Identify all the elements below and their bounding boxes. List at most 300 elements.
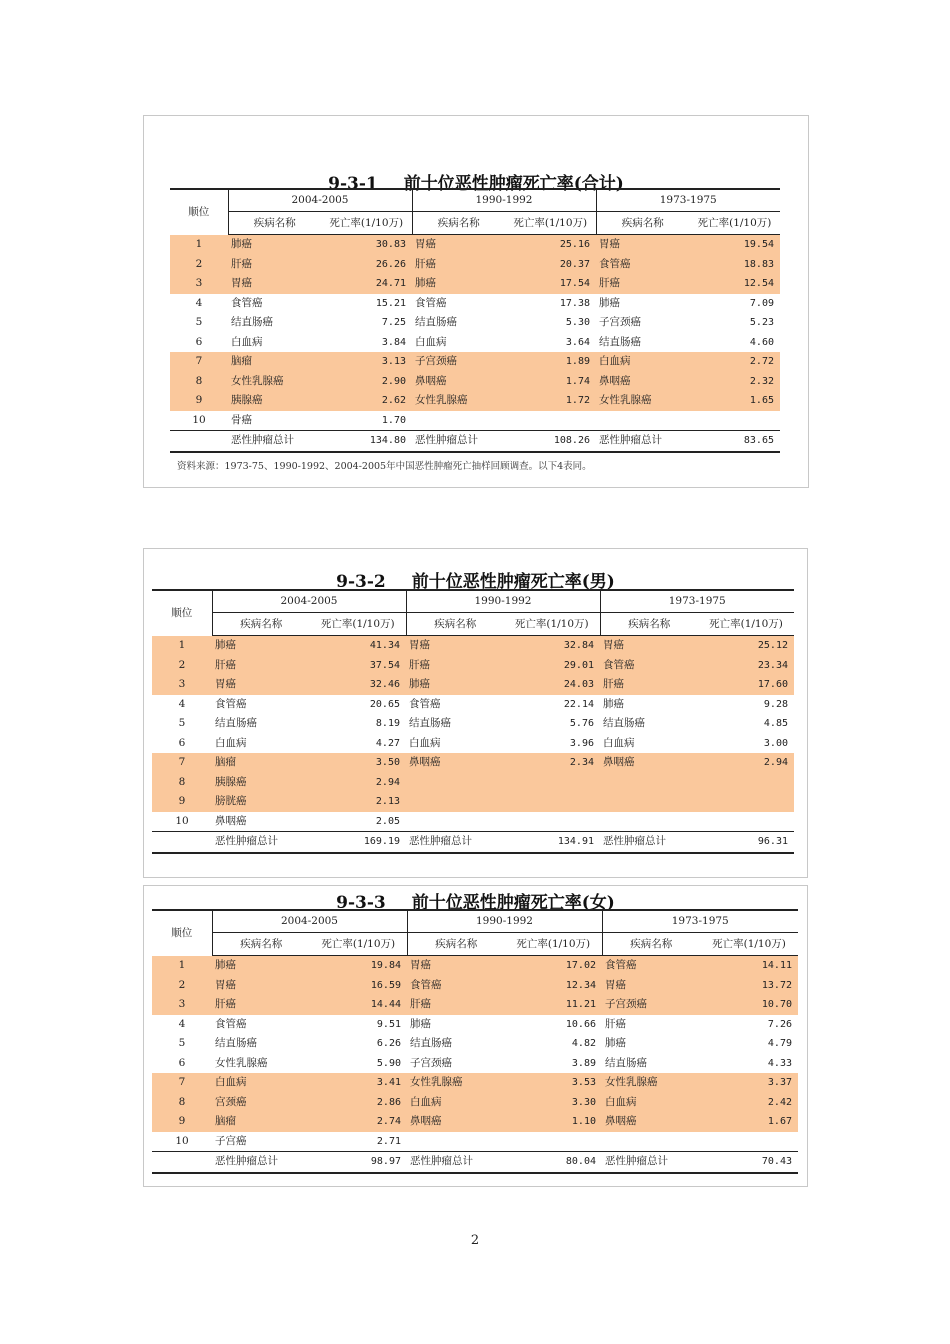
total-value-cell: 96.31 [698,832,794,853]
total-label-cell: 恶性肿瘤总计 [600,832,698,853]
disease-name-cell: 鼻咽癌 [596,372,689,392]
disease-name-cell: 胃癌 [406,636,504,656]
mortality-rate-cell: 7.26 [767,1018,792,1030]
rank-cell: 2 [170,255,228,275]
rank-cell: 8 [152,1093,212,1113]
mortality-rate-cell: 14.11 [700,956,798,976]
header-row-years [152,910,798,933]
mortality-rate-cell [689,411,780,431]
column-header-name: 疾病名称 [212,613,310,636]
disease-name-cell: 女性乳腺癌 [596,391,689,411]
mortality-rate-cell: 41.34 [310,636,406,656]
disease-name-cell [407,1132,505,1152]
table-row [152,675,794,695]
disease-name-cell: 肝癌 [600,675,698,695]
mortality-rate-cell: 4.27 [375,737,400,749]
mortality-rate-cell: 7.09 [749,297,774,309]
mortality-rate-cell: 2.42 [700,1093,798,1113]
disease-name-cell [600,773,698,793]
disease-name-cell: 食管癌 [409,697,441,710]
disease-name-cell: 食管癌 [407,976,505,996]
disease-name-cell: 子宫颈癌 [602,995,700,1015]
table-row [152,1054,798,1074]
rank-cell: 6 [178,736,186,749]
page-number: 2 [470,1233,480,1248]
year-header: 1973-1975 [600,590,794,613]
rank-cell: 4 [195,296,203,309]
mortality-rate-cell: 1.89 [505,352,596,372]
year-header: 2004-2005 [212,590,406,613]
table-panel-female [143,885,808,1187]
mortality-rate-cell: 19.84 [310,956,407,976]
mortality-rate-cell: 10.66 [565,1018,596,1030]
mortality-rate-cell: 2.32 [689,372,780,392]
disease-name-cell: 子宫癌 [215,1134,247,1147]
column-header-rate: 死亡率(1/10万) [505,933,602,956]
disease-name-cell: 鼻咽癌 [412,372,505,392]
mortality-rate-cell: 8.19 [375,718,400,729]
table-row [152,1073,798,1093]
mortality-rate-cell: 23.34 [698,656,794,676]
rank-cell: 5 [195,316,203,328]
disease-name-cell: 结直肠癌 [231,316,273,328]
mortality-rate-cell: 12.34 [505,976,602,996]
rank-cell: 10 [175,814,189,827]
mortality-rate-cell: 17.60 [698,675,794,695]
mortality-rate-cell: 3.37 [700,1073,798,1093]
disease-name-cell: 胃癌 [407,956,505,976]
mortality-rate-cell: 25.16 [505,235,596,255]
disease-name-cell: 肝癌 [228,255,321,275]
disease-name-cell: 膀胱癌 [212,792,310,812]
disease-name-cell: 肺癌 [228,235,321,255]
total-value-cell: 70.43 [700,1152,798,1173]
disease-name-cell: 白血病 [407,1093,505,1113]
mortality-rate-cell: 10.70 [700,995,798,1015]
rank-cell: 7 [152,1073,212,1093]
column-header-rate: 死亡率(1/10万) [310,613,406,636]
table-row [152,714,794,734]
mortality-rate-cell: 1.10 [505,1112,602,1132]
rank-cell: 4 [178,697,186,710]
disease-name-cell: 鼻咽癌 [215,814,247,827]
rank-cell: 6 [195,335,203,348]
mortality-rate-cell: 5.23 [749,317,774,328]
mortality-rate-cell [700,1132,798,1152]
table-row [152,792,794,812]
disease-name-cell: 白血病 [415,335,447,348]
table-row [152,956,798,976]
disease-name-cell: 女性乳腺癌 [602,1073,700,1093]
year-header: 1990-1992 [407,910,602,933]
mortality-rate-cell: 5.30 [565,317,590,328]
column-header-rate: 死亡率(1/10万) [321,212,412,235]
table-number: 9-3-2 [336,572,386,592]
column-header-rate: 死亡率(1/10万) [689,212,780,235]
mortality-rate-cell: 4.82 [571,1038,596,1049]
disease-name-cell: 胃癌 [412,235,505,255]
table-row [170,352,780,372]
rank-cell: 9 [152,792,212,812]
column-header-rate: 死亡率(1/10万) [505,212,596,235]
total-row [152,832,794,853]
disease-name-cell: 肝癌 [596,274,689,294]
mortality-rate-cell [698,812,794,832]
mortality-rate-cell: 4.60 [749,336,774,348]
mortality-rate-cell [504,773,600,793]
mortality-rate-cell: 9.28 [763,698,788,710]
total-value-cell: 134.91 [504,832,600,853]
table-row [152,812,794,832]
disease-name-cell: 食管癌 [231,296,263,309]
year-header: 2004-2005 [212,910,407,933]
disease-name-cell: 脑瘤 [228,352,321,372]
year-header: 1990-1992 [406,590,600,613]
rank-cell: 1 [152,636,212,656]
header-row-years [152,590,794,613]
disease-name-cell: 白血病 [603,736,635,749]
header-row-columns [170,212,780,235]
disease-name-cell: 肝癌 [605,1017,626,1030]
disease-name-cell: 肝癌 [407,995,505,1015]
disease-name-cell: 白血病 [212,1073,310,1093]
disease-name-cell: 子宫颈癌 [599,316,641,328]
mortality-rate-cell: 2.74 [310,1112,407,1132]
disease-name-cell [406,773,504,793]
rank-header: 顺位 [152,590,212,636]
disease-name-cell: 胰腺癌 [212,773,310,793]
year-header: 1973-1975 [602,910,798,933]
mortality-rate-cell: 1.65 [689,391,780,411]
mortality-rate-cell [505,1132,602,1152]
header-row-columns [152,933,798,956]
mortality-rate-cell [698,773,794,793]
disease-name-cell: 胰腺癌 [228,391,321,411]
disease-name-cell [600,792,698,812]
table-row [170,391,780,411]
table-row [152,1015,798,1035]
mortality-rate-cell: 1.74 [505,372,596,392]
table-row [170,372,780,392]
disease-name-cell: 食管癌 [215,1017,247,1030]
mortality-rate-cell: 2.05 [375,815,400,827]
rank-cell: 1 [170,235,228,255]
disease-name-cell: 结直肠癌 [215,1037,257,1049]
mortality-rate-cell: 3.96 [569,737,594,749]
mortality-rate-cell: 12.54 [689,274,780,294]
table-row [170,333,780,353]
disease-name-cell: 鼻咽癌 [602,1112,700,1132]
mortality-rate-cell: 15.21 [375,297,406,309]
table-row [170,294,780,314]
mortality-rate-cell: 17.38 [559,297,590,309]
mortality-rate-cell: 24.03 [504,675,600,695]
disease-name-cell: 胃癌 [602,976,700,996]
disease-name-cell: 女性乳腺癌 [228,372,321,392]
year-header: 2004-2005 [228,189,412,212]
total-label-cell: 恶性肿瘤总计 [228,431,321,452]
mortality-rate-cell: 11.21 [505,995,602,1015]
disease-name-cell: 结直肠癌 [409,717,451,729]
mortality-rate-cell: 5.90 [376,1057,401,1069]
header-row-years [170,189,780,212]
mortality-rate-cell: 17.02 [505,956,602,976]
total-rank-cell [152,832,212,853]
disease-name-cell [406,792,504,812]
disease-name-cell: 胃癌 [212,675,310,695]
mortality-rate-cell: 26.26 [321,255,412,275]
disease-name-cell: 白血病 [409,736,441,749]
disease-name-cell: 脑瘤 [212,1112,310,1132]
mortality-rate-cell: 3.89 [571,1057,596,1069]
disease-name-cell [600,812,698,832]
source-note: 资料来源：1973-75、1990-1992、2004-2005年中国恶性肿瘤死亡抽样回顾调查。以下4表同。 [177,461,592,472]
column-header-name: 疾病名称 [406,613,504,636]
mortality-rate-cell: 32.46 [310,675,406,695]
disease-name-cell: 肺癌 [603,697,624,710]
column-header-name: 疾病名称 [602,933,700,956]
mortality-rate-cell: 32.84 [504,636,600,656]
header-row-columns [152,613,794,636]
mortality-rate-cell: 3.00 [763,737,788,749]
table-row [152,1034,798,1054]
disease-name-cell: 女性乳腺癌 [412,391,505,411]
total-label-cell: 恶性肿瘤总计 [412,431,505,452]
disease-name-cell: 鼻咽癌 [407,1112,505,1132]
mortality-rate-cell: 37.54 [310,656,406,676]
disease-name-cell: 骨癌 [231,413,252,426]
total-rank-cell [152,1152,212,1173]
table-row [152,734,794,754]
total-label-cell: 恶性肿瘤总计 [407,1152,505,1173]
total-row [152,1152,798,1173]
disease-name-cell: 白血病 [602,1093,700,1113]
mortality-rate-cell: 18.83 [689,255,780,275]
total-label-cell: 恶性肿瘤总计 [406,832,504,853]
mortality-rate-cell: 9.51 [376,1018,401,1030]
mortality-rate-cell: 30.83 [321,235,412,255]
rank-cell: 7 [152,753,212,773]
total-rank-cell [170,431,228,452]
disease-name-cell: 结直肠癌 [603,717,645,729]
table-title-text: 前十位恶性肿瘤死亡率(男) [411,572,615,592]
rank-cell: 8 [152,773,212,793]
mortality-rate-cell: 3.64 [565,336,590,348]
disease-name-cell: 肝癌 [406,656,504,676]
table-row [170,235,780,255]
disease-name-cell: 白血病 [231,335,263,348]
mortality-rate-cell: 2.90 [321,372,412,392]
mortality-table [152,589,794,854]
mortality-rate-cell: 4.33 [767,1057,792,1069]
rank-cell: 10 [175,1134,189,1147]
table-row [170,255,780,275]
mortality-rate-cell: 22.14 [563,698,594,710]
mortality-rate-cell: 24.71 [321,274,412,294]
table-row [152,773,794,793]
mortality-rate-cell: 3.53 [505,1073,602,1093]
table-panel-total [143,115,809,488]
rank-cell: 9 [152,1112,212,1132]
disease-name-cell: 肺癌 [212,956,310,976]
column-header-name: 疾病名称 [412,212,505,235]
mortality-rate-cell: 1.67 [700,1112,798,1132]
total-value-cell: 80.04 [505,1152,602,1173]
column-header-rate: 死亡率(1/10万) [504,613,600,636]
disease-name-cell: 食管癌 [596,255,689,275]
mortality-rate-cell: 1.70 [381,414,406,426]
disease-name-cell: 肺癌 [406,675,504,695]
rank-cell: 3 [152,995,212,1015]
disease-name-cell: 肝癌 [212,656,310,676]
mortality-rate-cell: 2.71 [376,1135,401,1147]
column-header-name: 疾病名称 [407,933,505,956]
disease-name-cell: 子宫颈癌 [412,352,505,372]
column-header-name: 疾病名称 [212,933,310,956]
disease-name-cell: 结直肠癌 [599,335,641,348]
mortality-rate-cell: 1.72 [505,391,596,411]
total-value-cell: 108.26 [505,431,596,452]
disease-name-cell: 肺癌 [605,1037,626,1049]
disease-name-cell: 肺癌 [410,1017,431,1030]
disease-name-cell: 胃癌 [600,636,698,656]
table-number: 9-3-1 [328,174,378,194]
table-row [170,411,780,431]
mortality-rate-cell [504,812,600,832]
disease-name-cell: 子宫颈癌 [410,1056,452,1069]
disease-name-cell: 白血病 [596,352,689,372]
total-label-cell: 恶性肿瘤总计 [212,832,310,853]
table-title-text: 前十位恶性肿瘤死亡率(合计) [403,174,624,194]
disease-name-cell: 女性乳腺癌 [407,1073,505,1093]
mortality-rate-cell: 2.94 [310,773,406,793]
mortality-rate-cell: 2.94 [698,753,794,773]
mortality-rate-cell: 5.76 [569,718,594,729]
mortality-rate-cell: 25.12 [698,636,794,656]
disease-name-cell [406,812,504,832]
disease-name-cell: 结直肠癌 [215,717,257,729]
total-label-cell: 恶性肿瘤总计 [212,1152,310,1173]
mortality-rate-cell: 7.25 [381,317,406,328]
mortality-table [170,188,780,453]
mortality-rate-cell: 2.86 [310,1093,407,1113]
table-panel-male [143,548,808,878]
mortality-rate-cell: 3.41 [310,1073,407,1093]
table-number: 9-3-3 [336,893,386,913]
table-title-text: 前十位恶性肿瘤死亡率(女) [411,893,615,913]
disease-name-cell: 结直肠癌 [415,316,457,328]
rank-cell: 5 [178,1037,186,1049]
disease-name-cell [602,1132,700,1152]
table-row [152,1093,798,1113]
table-row [152,995,798,1015]
mortality-rate-cell: 16.59 [310,976,407,996]
disease-name-cell: 鼻咽癌 [406,753,504,773]
total-value-cell: 83.65 [689,431,780,452]
disease-name-cell: 食管癌 [215,697,247,710]
rank-cell: 2 [152,976,212,996]
mortality-rate-cell [504,792,600,812]
disease-name-cell: 肝癌 [412,255,505,275]
disease-name-cell: 食管癌 [600,656,698,676]
year-header: 1973-1975 [596,189,780,212]
mortality-rate-cell: 3.30 [505,1093,602,1113]
rank-cell: 10 [192,413,206,426]
rank-header: 顺位 [170,189,228,235]
disease-name-cell: 脑瘤 [212,753,310,773]
disease-name-cell: 白血病 [215,736,247,749]
column-header-name: 疾病名称 [596,212,689,235]
table-row [152,976,798,996]
disease-name-cell: 结直肠癌 [410,1037,452,1049]
mortality-rate-cell: 2.34 [504,753,600,773]
table-row [152,656,794,676]
year-header: 1990-1992 [412,189,596,212]
table-row [152,695,794,715]
disease-name-cell: 鼻咽癌 [600,753,698,773]
mortality-rate-cell: 6.26 [376,1038,401,1049]
mortality-rate-cell: 19.54 [689,235,780,255]
column-header-name: 疾病名称 [600,613,698,636]
table-row [170,274,780,294]
disease-name-cell: 肺癌 [212,636,310,656]
mortality-rate-cell: 2.13 [310,792,406,812]
total-label-cell: 恶性肿瘤总计 [596,431,689,452]
mortality-rate-cell [505,411,596,431]
total-value-cell: 169.19 [310,832,406,853]
mortality-rate-cell: 20.37 [505,255,596,275]
mortality-table [152,909,798,1174]
mortality-rate-cell [698,792,794,812]
total-value-cell: 98.97 [310,1152,407,1173]
disease-name-cell [596,411,689,431]
disease-name-cell: 肝癌 [212,995,310,1015]
table-row [152,636,794,656]
disease-name-cell: 食管癌 [602,956,700,976]
rank-header: 顺位 [152,910,212,956]
disease-name-cell: 胃癌 [228,274,321,294]
mortality-rate-cell: 14.44 [310,995,407,1015]
rank-cell: 4 [178,1017,186,1030]
mortality-rate-cell: 3.84 [381,336,406,348]
disease-name-cell [412,411,505,431]
column-header-name: 疾病名称 [228,212,321,235]
disease-name-cell: 肺癌 [412,274,505,294]
column-header-rate: 死亡率(1/10万) [310,933,407,956]
rank-cell: 2 [152,656,212,676]
column-header-rate: 死亡率(1/10万) [698,613,794,636]
mortality-rate-cell: 4.79 [767,1038,792,1049]
disease-name-cell: 肺癌 [599,296,620,309]
rank-cell: 9 [170,391,228,411]
total-row [170,431,780,452]
mortality-rate-cell: 13.72 [700,976,798,996]
column-header-rate: 死亡率(1/10万) [700,933,798,956]
mortality-rate-cell: 2.62 [321,391,412,411]
mortality-rate-cell: 20.65 [369,698,400,710]
rank-cell: 1 [152,956,212,976]
disease-name-cell: 宫颈癌 [212,1093,310,1113]
mortality-rate-cell: 17.54 [505,274,596,294]
disease-name-cell: 结直肠癌 [605,1056,647,1069]
disease-name-cell: 女性乳腺癌 [215,1056,268,1069]
mortality-rate-cell: 29.01 [504,656,600,676]
table-row [152,753,794,773]
disease-name-cell: 食管癌 [415,296,447,309]
rank-cell: 5 [178,717,186,729]
table-row [170,313,780,333]
table-row [152,1112,798,1132]
